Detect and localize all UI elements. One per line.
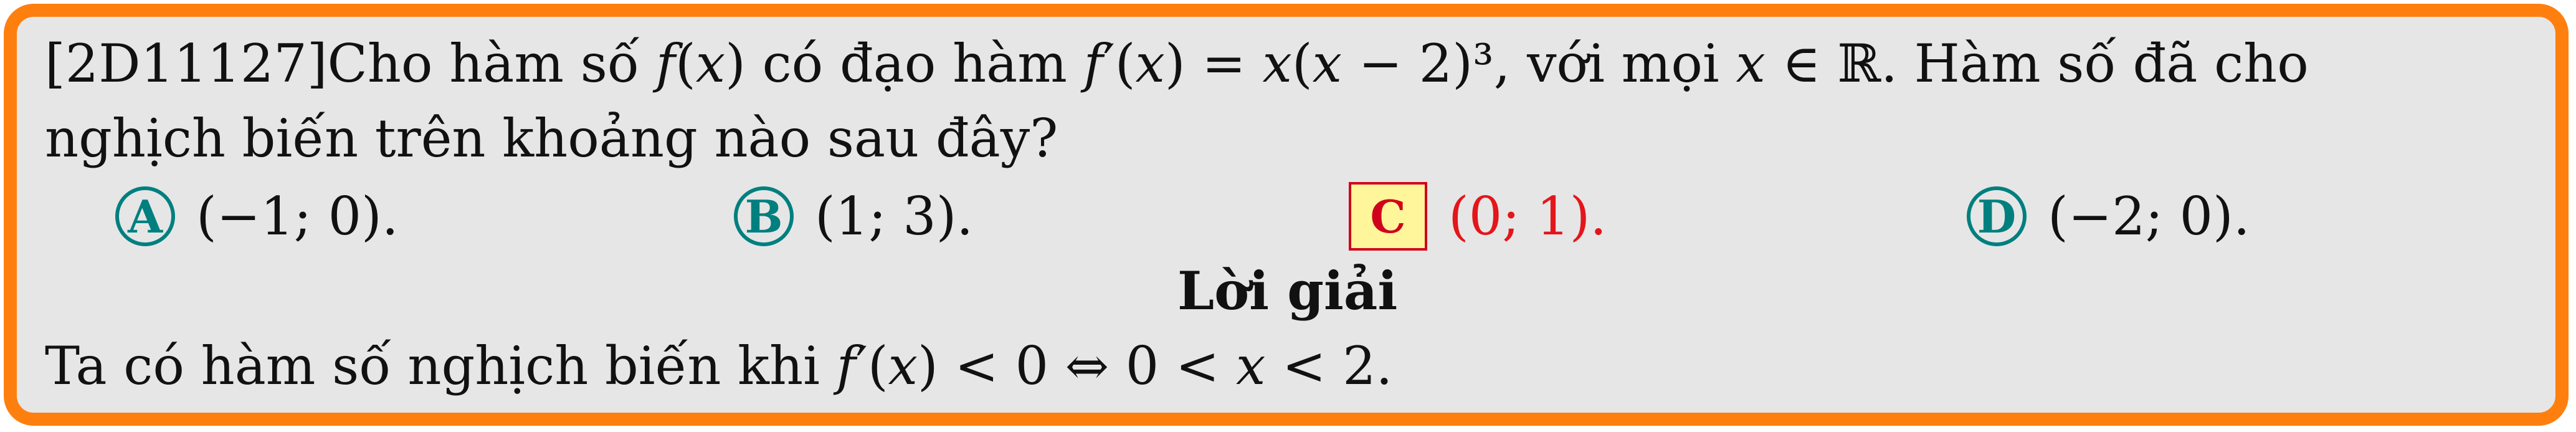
option-a-text: (−1; 0).	[196, 186, 399, 247]
option-a[interactable]	[115, 182, 399, 251]
option-c-text: (0; 1).	[1448, 186, 1607, 247]
option-d[interactable]	[1967, 182, 2250, 251]
option-b[interactable]	[734, 182, 973, 251]
option-a-badge: A	[115, 186, 175, 246]
option-d-badge: D	[1967, 186, 2027, 246]
option-b-badge: B	[734, 186, 794, 246]
option-c-correct[interactable]	[1349, 182, 1607, 251]
option-b-text: (1; 3).	[815, 186, 974, 247]
option-d-text: (−2; 0).	[2048, 186, 2250, 247]
option-c-badge: C	[1349, 182, 1427, 251]
solution-heading: Lời giải	[1177, 260, 1398, 322]
question-line-2: nghịch biến trên khoảng nào sau đây?	[45, 108, 1058, 169]
solution-text: Ta có hàm số nghịch biến khi 𝑓′(𝑥) < 0 ⇔ 0 < 𝑥 < 2.	[45, 335, 1393, 396]
question-line-1: [2D11127]Cho hàm số 𝑓(𝑥) có đạo hàm 𝑓′(𝑥) = 𝑥(𝑥 − 2)³, với mọi 𝑥 ∈ ℝ. Hàm số đã cho	[45, 33, 2309, 94]
